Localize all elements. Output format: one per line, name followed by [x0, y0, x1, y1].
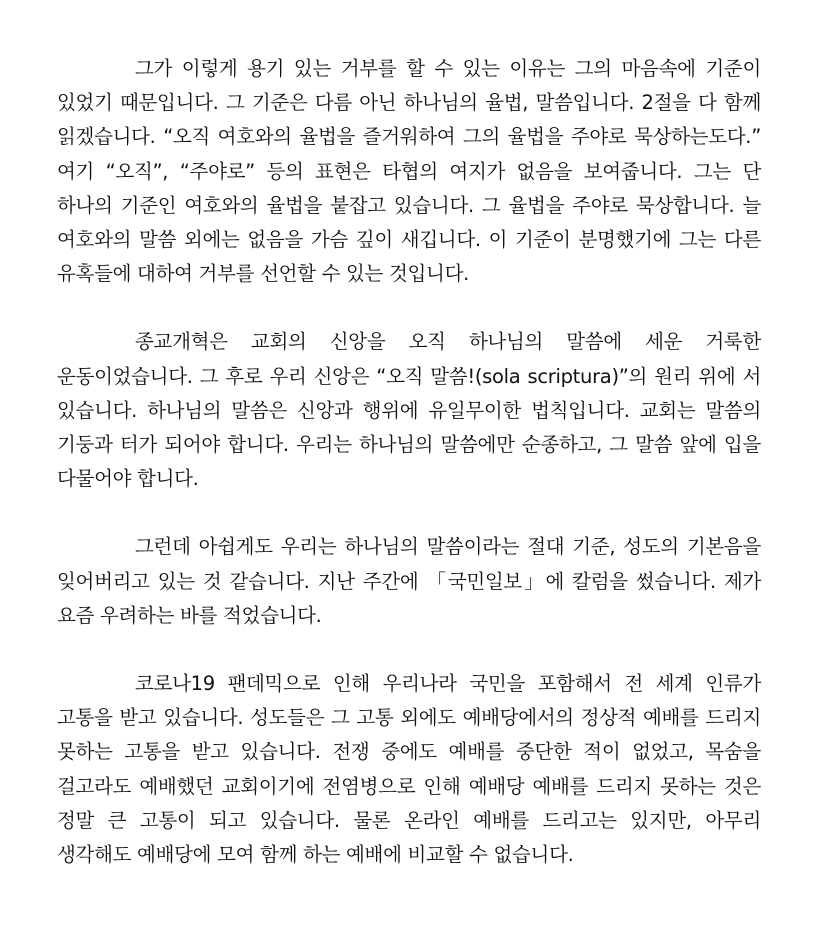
document-page	[57, 52, 761, 872]
paragraph-2: 종교개혁은 교회의 신앙을 오직 하나님의 말씀에 세운 거룩한 운동이었습니다. 그 후로 우리 신앙은 “오직 말씀!(sola scriptura)”의 원리 위에 서 있습니다. 하나님의 말씀은 신앙과 행위에 유일무이한 법칙입니다. 교회는 말씀의 기둥과 터가 되어야 합니다. 우리는 하나님의 말씀에만 순종하고, 그 말씀 앞에 입을 다물어야 합니다.	[57, 330, 761, 491]
paragraph-1: 그가 이렇게 용기 있는 거부를 할 수 있는 이유는 그의 마음속에 기준이 있었기 때문입니다. 그 기준은 다름 아닌 하나님의 율법, 말씀입니다. 2절을 다 함께 읽겠습니다. “오직 여호와의 율법을 즐거워하여 그의 율법을 주야로 묵상하는도다.” 여기 “오직”, “주야로” 등의 표현은 타협의 여지가 없음을 보여줍니다. 그는 단 하나의 기준인 여호와의 율법을 붙잡고 있습니다. 그 율법을 주야로 묵상합니다. 늘 여호와의 말씀 외에는 없음을 가슴 깊이 새깁니다. 이 기준이 분명했기에 그는 다른 유혹들에 대하여 거부를 선언할 수 있는 것입니다.	[57, 57, 761, 286]
paragraph-3: 그런데 아쉽게도 우리는 하나님의 말씀이라는 절대 기준, 성도의 기본음을 잊어버리고 있는 것 같습니다. 지난 주간에 「국민일보」에 칼럼을 썼습니다. 제가 요즘 우려하는 바를 적었습니다.	[57, 535, 761, 627]
paragraph-4: 코로나19 팬데믹으로 인해 우리나라 국민을 포함해서 전 세계 인류가 고통을 받고 있습니다. 성도들은 그 고통 외에도 예배당에서의 정상적 예배를 드리지 못하는 고통을 받고 있습니다. 전쟁 중에도 예배를 중단한 적이 없었고, 목숨을 걸고라도 예배했던 교회이기에 전염병으로 인해 예배당 예배를 드리지 못하는 것은 정말 큰 고통이 되고 있습니다. 물론 온라인 예배를 드리고는 있지만, 아무리 생각해도 예배당에 모여 함께 하는 예배에 비교할 수 없습니다.	[57, 672, 761, 867]
